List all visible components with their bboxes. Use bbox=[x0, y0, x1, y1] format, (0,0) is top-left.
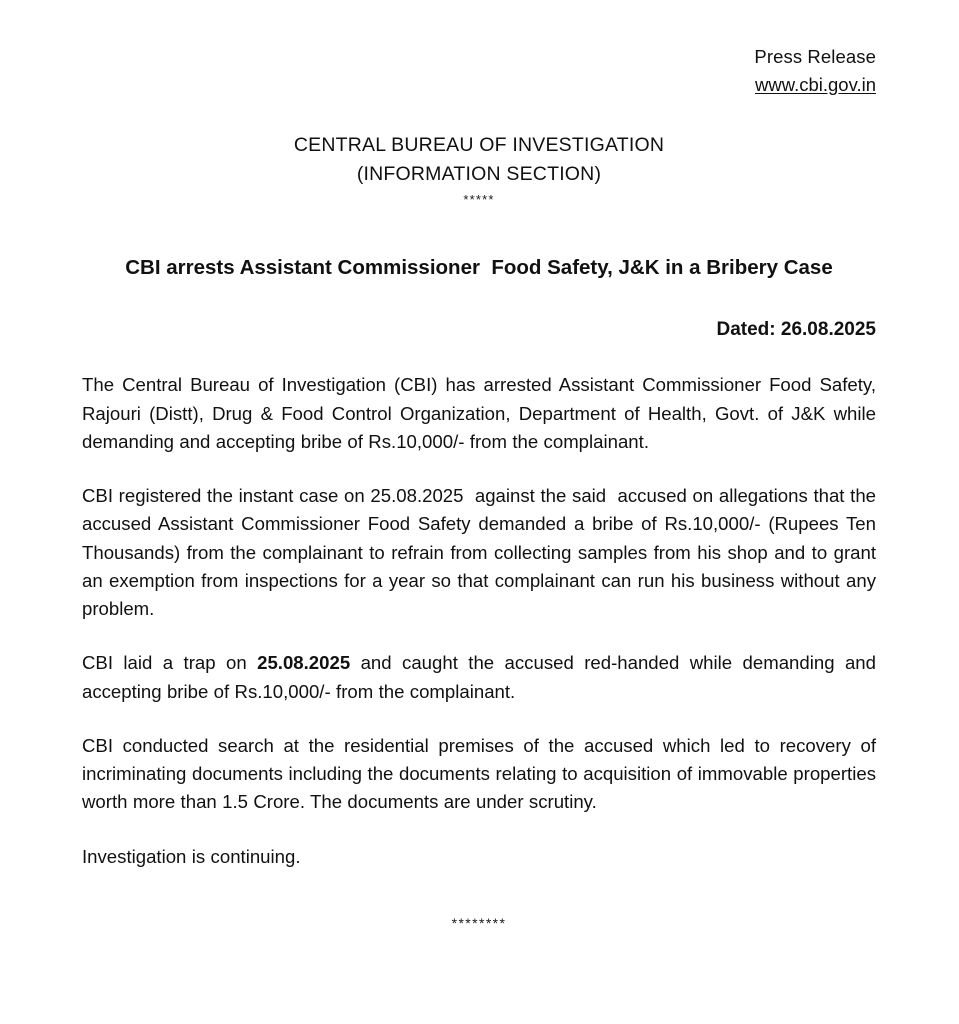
paragraph-investigation-status: Investigation is continuing. bbox=[82, 845, 301, 867]
organization-heading bbox=[82, 131, 876, 210]
organization-name: CENTRAL BUREAU OF INVESTIGATION bbox=[293, 133, 665, 156]
masthead bbox=[82, 0, 876, 99]
paragraph-trap-laid: CBI laid a trap on 25.08.2025 and caught the accused red-handed while demanding and accepting bribe of Rs.10,000/- from the complainant. bbox=[82, 652, 882, 702]
release-date: Dated: 26.08.2025 bbox=[716, 319, 876, 341]
organization-section: (INFORMATION SECTION) bbox=[356, 162, 602, 185]
press-release-label: Press Release bbox=[754, 46, 876, 67]
paragraph-search-conducted: CBI conducted search at the residential premises of the accused which led to recovery of incriminating documents including the documents relating to acquisition of immovable properties worth more than 1.5 Crore. The documents are under scrutiny. bbox=[82, 734, 882, 813]
heading-separator: ***** bbox=[463, 192, 495, 208]
body-copy bbox=[82, 371, 882, 871]
emphasized-text: 25.08.2025 bbox=[257, 652, 351, 674]
page-title: CBI arrests Assistant Commissioner Food Safety, J&K in a Bribery Case bbox=[125, 255, 833, 279]
document-content bbox=[82, 0, 882, 931]
paragraph-arrest-summary: The Central Bureau of Investigation (CBI) has arrested Assistant Commissioner Food Safety, Rajouri (Distt), Drug & Food Control Organization, Department of Health, Govt. of J&K while demanding and accepting bribe of Rs.10,000/- from the complainant. bbox=[82, 374, 882, 452]
cbi-website-link[interactable]: www.cbi.gov.in bbox=[755, 73, 876, 95]
footer-separator: ******** bbox=[451, 914, 507, 931]
paragraph-case-registration: CBI registered the instant case on 25.08.2025 against the said accused on allegations that the accused Assistant Commissioner Food Safety demanded a bribe of Rs.10,000/- (Rupees Ten Thousands) from the complainant to refrain from collecting samples from his shop and to grant an exemption from inspections for a year so that complainant can run his business without any problem. bbox=[82, 485, 882, 620]
